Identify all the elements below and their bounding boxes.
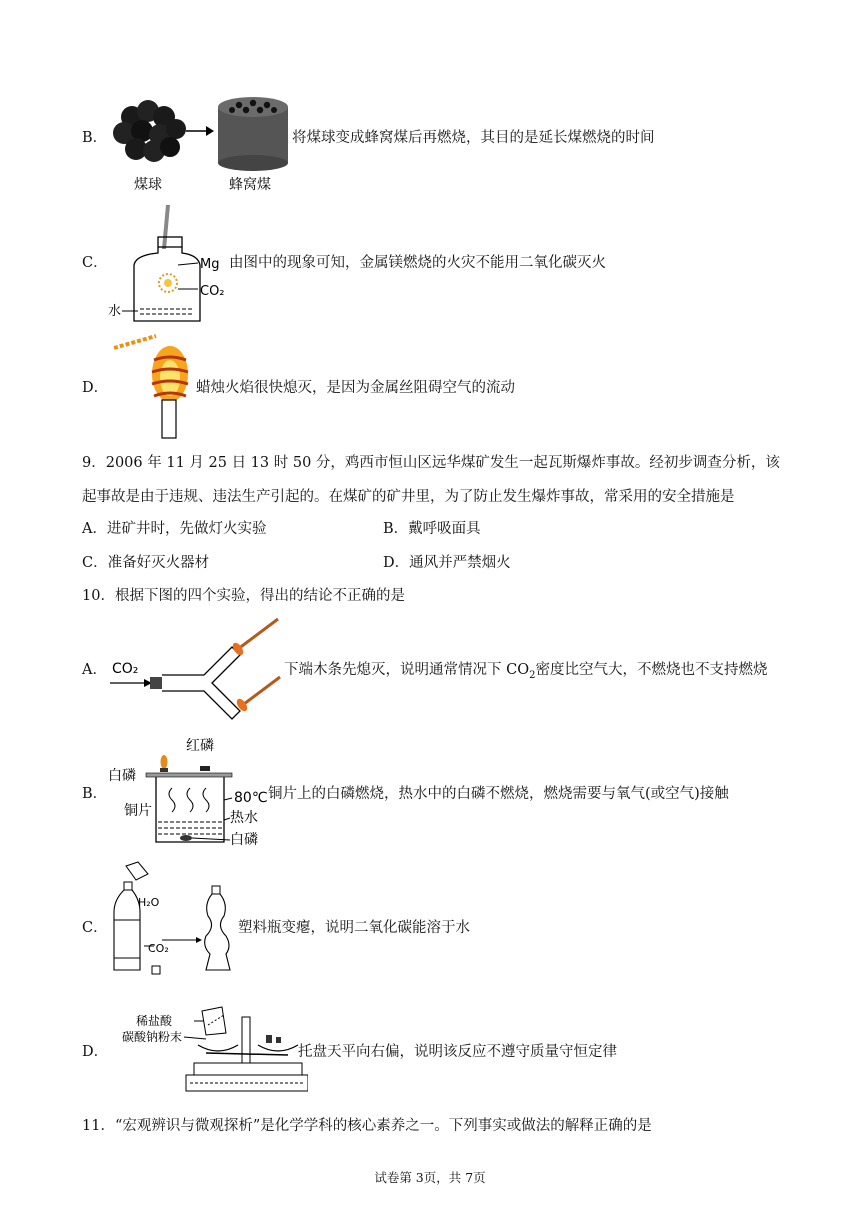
- copper-sheet-label: 铜片: [124, 803, 152, 819]
- red-phosphorus-label: 红磷: [186, 738, 214, 754]
- q11-stem: 11．“宏观辨识与微观探析”是化学学科的核心素养之一。下列事实或做法的解释正确的是: [82, 1118, 652, 1134]
- q10-a-text-pre: 下端木条先熄灭，说明通常情况下 CO: [284, 662, 530, 678]
- honeycomb-coal-icon: [218, 97, 288, 171]
- acid-label: 稀盐酸: [136, 1014, 173, 1028]
- q9-option-d[interactable]: D．通风并严禁烟火: [383, 555, 511, 571]
- co2-y-tube-figure: [108, 615, 288, 725]
- phosphorus-combustion-figure: [106, 734, 276, 854]
- q10-d-text: 托盘天平向右偏，说明该反应不遵守质量守恒定律: [298, 1044, 617, 1060]
- h2o-label: H₂O: [138, 896, 160, 909]
- q8-c-letter: C．: [82, 255, 108, 271]
- candle-coil-figure: [108, 330, 196, 440]
- co2-bottle-label: CO₂: [148, 942, 169, 955]
- q9-option-c[interactable]: C．准备好灭火器材: [82, 555, 210, 571]
- q10-stem: 10．根据下图的四个实验，得出的结论不正确的是: [82, 588, 405, 604]
- q10-c-letter: C．: [82, 920, 108, 936]
- honeycomb-label: 蜂窝煤: [229, 177, 271, 193]
- page-footer: 试卷第 3页，共 7页: [374, 1170, 486, 1185]
- flame-coil-icon: [152, 346, 188, 402]
- q8-d-letter: D．: [82, 380, 109, 396]
- co2-label: CO₂: [200, 284, 225, 299]
- beaker-icon: [202, 1007, 226, 1035]
- upper-wooden-stick-icon: [231, 619, 278, 657]
- q10-a-letter: A．: [82, 662, 107, 678]
- flame-icon: [161, 755, 168, 769]
- white-phosphorus-bottom-label: 白磷: [230, 832, 258, 848]
- mg-co2-bottle-figure: [106, 203, 230, 327]
- bottle-before-icon: [114, 882, 140, 970]
- q8-c-text: 由图中的现象可知，金属镁燃烧的火灾不能用二氧化碳灭火: [229, 255, 606, 271]
- q9-stem-line2: 起事故是由于违规、违法生产引起的。在煤矿的矿井里，为了防止发生爆炸事故，常采用的安全措施是: [82, 489, 735, 505]
- powder-label: 碳酸钠粉末: [122, 1030, 183, 1044]
- temp-label: 80℃: [234, 790, 268, 806]
- q8-d-text: 蜡烛火焰很快熄灭，是因为金属丝阻碍空气的流动: [196, 380, 515, 396]
- burning-mg-icon: [159, 274, 177, 292]
- q8-b-text: 将煤球变成蜂窝煤后再燃烧，其目的是延长煤燃烧的时间: [292, 130, 655, 146]
- beaker-icon: [126, 862, 148, 880]
- q10-a-text: [284, 660, 767, 686]
- balance-figure: [108, 1005, 308, 1097]
- lower-wooden-stick-icon: [235, 677, 280, 713]
- q9-option-a[interactable]: A．进矿井时，先做灯火实验: [82, 521, 267, 537]
- hot-water-label: 热水: [230, 810, 258, 826]
- mg-label: Mg: [200, 257, 220, 272]
- q8-b-letter: B．: [82, 130, 108, 146]
- coal-ball-label: 煤球: [134, 177, 162, 193]
- q10-a-text-sub: 2: [529, 669, 536, 681]
- coal-briquette-figure: [108, 97, 294, 197]
- q9-stem-line1: 9．2006 年 11 月 25 日 13 时 50 分，鸡西市恒山区远华煤矿发生一起瓦斯爆炸事故。经初步调查分析，该: [82, 455, 780, 471]
- water-label: 水: [108, 304, 122, 319]
- white-phosphorus-top-label: 白磷: [108, 768, 136, 784]
- bottle-co2-figure: [108, 860, 238, 980]
- q10-b-text: 铜片上的白磷燃烧，热水中的白磷不燃烧，燃烧需要与氧气(或空气)接触: [268, 786, 729, 802]
- q10-c-text: 塑料瓶变瘪，说明二氧化碳能溶于水: [238, 920, 470, 936]
- coal-balls-icon: [113, 100, 186, 162]
- q10-a-text-post: 密度比空气大，不燃烧也不支持燃烧: [535, 662, 768, 678]
- q9-option-b[interactable]: B．戴呼吸面具: [383, 521, 481, 537]
- bottle-after-icon: [205, 886, 230, 970]
- co2-inlet-label: CO₂: [112, 661, 139, 677]
- q10-d-letter: D．: [82, 1044, 109, 1060]
- balance-scale-icon: [186, 1017, 308, 1091]
- arrow-icon: [186, 126, 214, 136]
- q10-b-letter: B．: [82, 786, 108, 802]
